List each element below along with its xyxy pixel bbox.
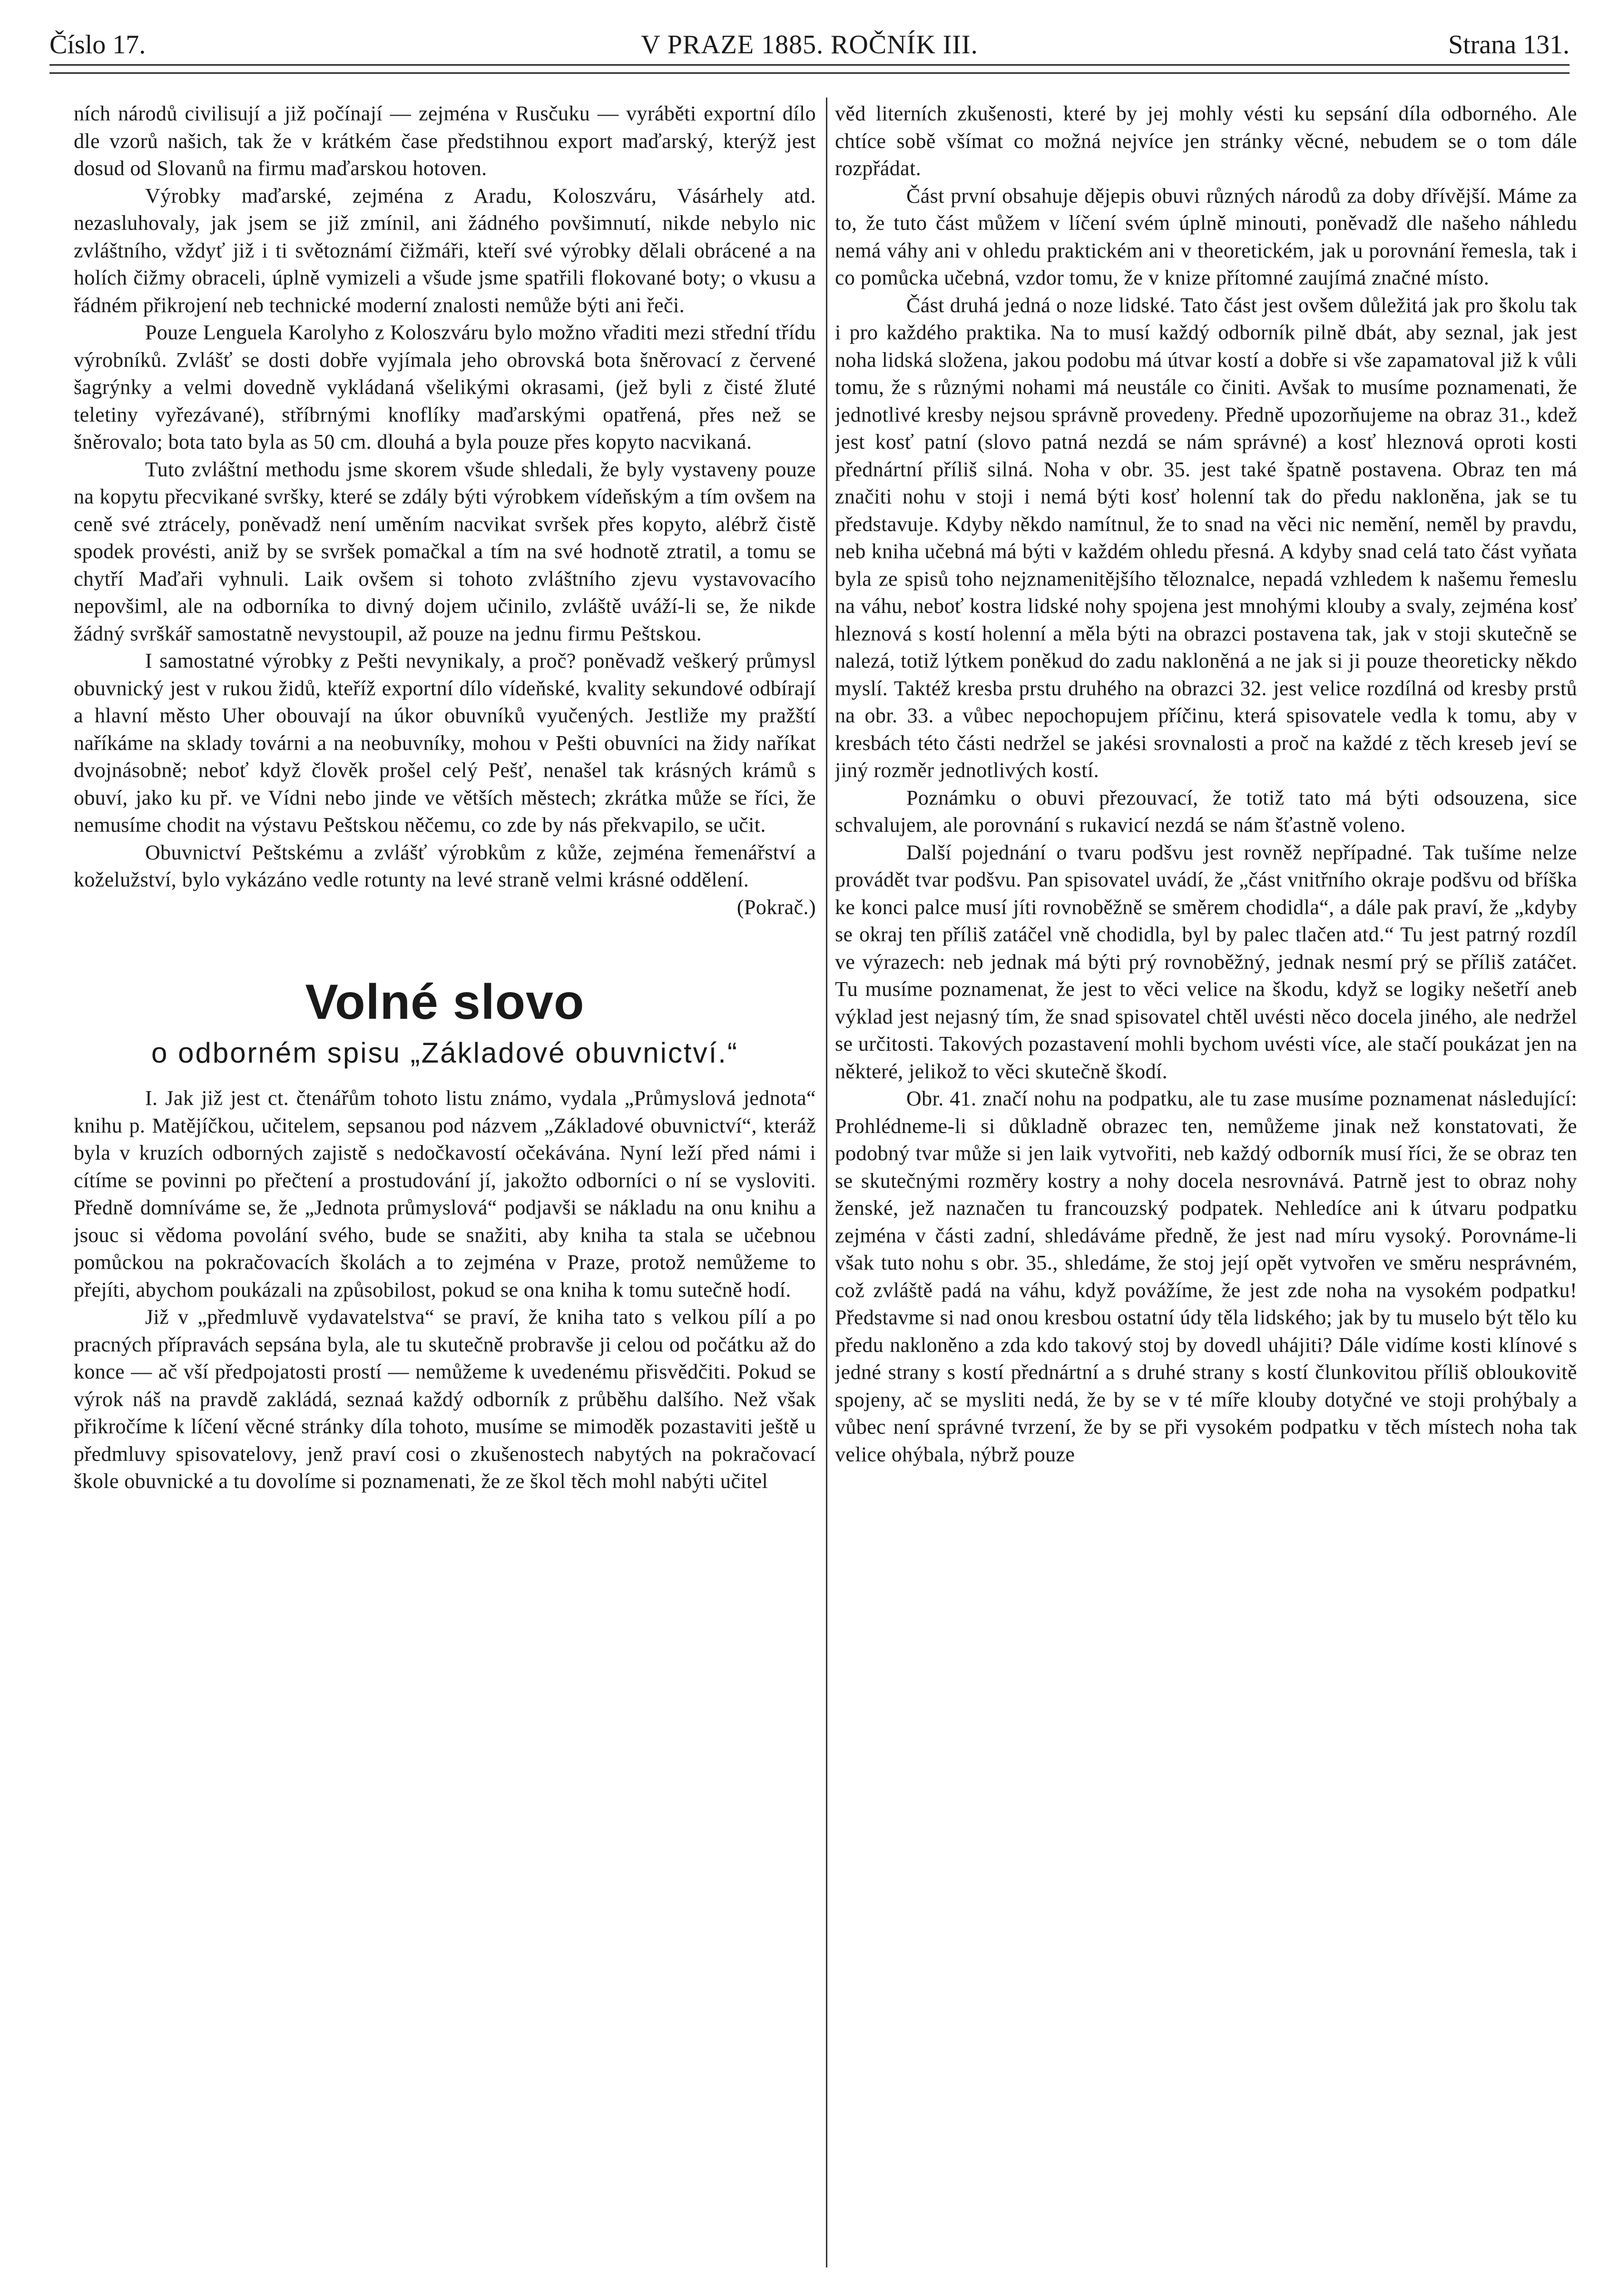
left-paragraph: ních národů civilisují a již počínají — zejména v Rusčuku — vyráběti exportní dílo dle vzorů našich, tak že v krátkém čase předstihnou export maďarský, kterýž jest dosud od Slovanů na firmu maďarskou hotoven. bbox=[74, 102, 816, 180]
continued-note: (Pokrač.) bbox=[736, 895, 816, 919]
right-paragraph: Část první obsahuje dějepis obuvi různých národů za doby dřívější. Máme za to, že tuto část můžem v líčení svém úplně minouti, poněvadž dle našeho náhledu nemá váhy ani v ohledu praktickém ani v theoretickém, jak u porovnání řemesla, tak i co pomůcka učebná, vzdor tomu, že v knize přítomné zaujímá značné místo. bbox=[835, 184, 1577, 289]
left-paragraph: Obuvnictví Peštskému a zvlášť výrobkům z kůže, zejména řemenářství a koželužství, bylo vykázáno vedle rotunty na levé straně velmi krásné oddělení. bbox=[74, 840, 816, 891]
right-column bbox=[835, 100, 1577, 2270]
right-paragraph: Další pojednání o tvaru podšvu jest rovněž nepřípadné. Tak tušíme nelze provádět tvar podšvu. Pan spisovatel uvádí, že „část vnitřního okraje podšvu od bříška ke konci palce musí jíti rovnoběžně se směrem chodidla“, a dále pak praví, že „kdyby se okraj ten příliš zatáčel vně chodidla, byl by palec tlačen atd.“ Tu jest patrný rozdíl ve výrazech: neb jednak má býti prý rovnoběžný, jednak nesmí prý se příliš zatáčet. Tu musíme poznamenat, že jest to věci velice na škodu, když se logiky nešetří aneb výklad jest nejasný tím, že snad spisovatel chtěl uvésti něco docela jiného, ale nedržel se určitosti. Takových pozastavení mohli bychom uvésti více, ale stačí poukázat jen na některé, jelikož to věci skutečně škodí. bbox=[835, 840, 1577, 1083]
article-subtitle: o odborném spisu „Základové obuvnictví.“ bbox=[151, 1037, 738, 1069]
issue-place-year: V PRAZE 1885. ROČNÍK III. bbox=[641, 30, 978, 59]
left-paragraph: Výrobky maďarské, zejména z Aradu, Koloszváru, Vásárhely atd. nezasluhovaly, jak jsem se již zmínil, ani žádného povšimnutí, nikde nebylo nic zvláštního, vždyť již i ti světoznámí čižmáři, kteří své výrobky dělali obrácené a na holích čižmy obraceli, úplně vymizeli a všude jsme spatřili flokované boty; o vkusu a řádném přikrojení neb technické moderní znalosti nemůže býti ani řeči. bbox=[74, 184, 816, 317]
article-paragraph: I. Jak již jest ct. čtenářům tohoto listu známo, vydala „Průmyslová jednota“ knihu p. Matějíčkou, učitelem, sepsanou pod názvem „Základové obuvnictví“, kteráž byla v kruzích odborných zajistě s nedočkavostí očekávána. Nyní leží před námi i cítíme se povinni po přečtení a prostudování jí, jakožto odborníci o ní se vysloviti. Předně domníváme se, že „Jednota průmyslová“ podjavši se nákladu na onu knihu a jsouc si vědoma povolání svého, bude se snažiti, aby kniha ta stala se učebnou pomůckou na pokračovacích školách a to zejména v Praze, protož nemůžeme to přejíti, abychom poukázali na způsobilost, pokud se ona kniha k tomu sutečně hodí. bbox=[74, 1086, 816, 1301]
left-paragraph: Tuto zvláštní methodu jsme skorem všude shledali, že byly vystaveny pouze na kopytu přecvikané svršky, které se zdály býti výrobkem vídeňským a tím ovšem na ceně své ztrácely, poněvadž není uměním nacvikat svršek přes kopyto, alébrž čistě spodek provésti, aniž by se svršek pomačkal a tím na své hodnotě ztratil, a tomu se chytří Maďaři vyhnuli. Laik ovšem si tohoto zvláštního zjevu vystavovacího nepovšiml, ale na odborníka to divný dojem učinilo, zvláště uváží-li se, že nikde žádný svrškář samostatně nevystoupil, až pouze na jednu firmu Peštskou. bbox=[74, 457, 816, 645]
left-paragraph: Pouze Lenguela Karolyho z Koloszváru bylo možno vřaditi mezi střední třídu výrobníků. Zvlášť se dosti dobře vyjímala jeho obrovská bota šněrovací z červené šagrýnky a velmi dovedně vykládaná všelikými okrasami, (jež byli z čisté žluté teletiny vyřezávané), stříbrnými knoflíky maďarskými opatřená, přes než se šněrovalo; bota tato byla as 50 cm. dlouhá a byla pouze přes kopyto nacvikaná. bbox=[74, 321, 816, 453]
right-paragraph: Část druhá jedná o noze lidské. Tato část jest ovšem důležitá jak pro školu tak i pro každého praktika. Na to musí každý odborník pilně dbát, aby seznal, jak jest noha lidská složena, jakou podobu má útvar kostí a dobře si vše zapamatoval již k vůli tomu, že s různými nohami má neustále co činiti. Avšak to musíme poznamenati, že jednotlivé kresby nejsou správně provedeny. Předně upozorňujeme na obraz 31., kdež jest kosť patní (slovo patná nezdá se nám správné) a kosť hleznová oproti kosti přednártní příliš silná. Noha v obr. 35. jest také špatně postavena. Obraz ten má značiti nohu v stoji i nemá býti kosť holenní tak do předu nakloněna, jak se tu představuje. Kdyby někdo namítnul, že to snad na věci nic nemění, neměl by pravdu, neb kniha učebná má býti v každém ohledu přesná. A kdyby snad celá tato část vyňata byla ze spisů toho nejznamenitějšího těloznalce, nepadá vzhledem k našemu řemeslu na váhu, neboť kostra lidské nohy spojena jest mnohými klouby a svaly, zejména kosť hleznová s kostí holenní a měla býti na obrazci postavena tak, jak v stoji skutečně se nalezá, totiž lýtkem poněkud do zadu nakloněná a ne jak si ji pouze theoreticky někdo myslí. Taktéž kresba prstu druhého na obrazci 32. jest velice rozdílná od kresby prstů na obr. 33. a vůbec nepochopujem příčinu, která spisovatele vedla k tomu, aby v kresbách této části nedržel se jakési srovnalosti a proč na každé z těch kreseb jeví se jiný rozměr jednotlivých kostí. bbox=[835, 293, 1577, 782]
header-double-rule bbox=[49, 64, 1570, 74]
right-paragraph: věd literních zkušenosti, které by jej mohly vésti ku sepsání díla odborného. Ale chtíce sobě všímat co možná nejvíce jen stránky věcné, nebudem se o tom dále rozpřádat. bbox=[835, 102, 1577, 180]
page-header bbox=[49, 26, 1570, 64]
column-divider bbox=[826, 98, 827, 2267]
left-column bbox=[74, 100, 816, 2270]
right-paragraph: Poznámku o obuvi přezouvací, že totiž tato má býti odsouzena, sice schvalujem, ale porovnání s rukavicí nezdá se nám šťastně voleno. bbox=[835, 786, 1577, 837]
page-number: Strana 131. bbox=[1448, 30, 1570, 59]
right-paragraph: Obr. 41. značí nohu na podpatku, ale tu zase musíme poznamenat následující: Prohlédneme-li si důkladně obrazec ten, nemůžeme jinak než konstatovati, že podobný tvar může si jen laik vytvořiti, neb každý odborník musí říci, že se obraz ten se skutečnými rozměry kostry a nohy docela nesrovnává. Patrně jest to obraz nohy ženské, jež naznačen tu francouzský podpatek. Nehledíce ani k útvaru podpatku zejména v části zadní, shledáváme předně, že jest nad míru vysoký. Porovnáme-li však tuto nohu s obr. 35., shledáme, že stoj její opět vytvořen ve směru nesprávném, což zvláště padá na váhu, když povážíme, že jest zde noha na vysokém podpatku! Představme si nad onou kresbou ostatní údy těla lidského; jak by tu muselo být tělo ku předu nakloněno a zda kdo takový stoj by dovedl uhájiti? Dále vidíme kosti klínové s jedné strany s kostí přednártní a s druhé strany s kostí člunkovitou příliš obloukovitě spojeny, ač se mysliti nedá, že by se v té míře klouby dotyčné ve stoji prohýbaly a vůbec není správné tvrzení, že by se při vysokém podpatku v těch místech noha tak velice ohýbala, nýbrž pouze bbox=[835, 1087, 1577, 1466]
left-paragraph: I samostatné výrobky z Pešti nevynikaly, a proč? poněvadž veškerý průmysl obuvnický jest v rukou židů, kteříž exportní dílo vídeňské, kvality sekundové odbírají a hlavní město Uher obouvají na úkor obuvníků vyučených. Jestliže my pražští naříkáme na sklady továrni a na neobuvníky, mohou v Pešti obuvníci na židy naříkat dvojnásobně; neboť když člověk prošel celý Pešť, nenašel tak krásných krámů s obuví, jako ku př. ve Vídni nebo jinde ve větších městech; zkrátka může se říci, že nemusíme chodit na výstavu Peštskou něčemu, co zde by nás překvapilo, se učit. bbox=[74, 649, 816, 837]
article-title: Volné slovo bbox=[305, 975, 585, 1030]
article-paragraph: Již v „předmluvě vydavatelstva“ se praví, že kniha tato s velkou pílí a po pracných přípravách sepsána byla, ale tu skutečně probravše ji celou od počátku až do konce — ač vší předpojatosti prostí — nemůžeme k uvedenému přisvědčiti. Pokud se výrok náš na pravdě zakládá, seznaá každý odborník z průběhu dalšího. Než však přikročíme k líčení věcné stránky díla tohoto, musíme se mimoděk pozastaviti ještě u předmluvy spisovatelovy, jenž praví cosi o zkušenostech nabytých na pokračovací škole obuvnické a tu dovolíme si poznamenati, že ze škol těch mohl nabýti učitel bbox=[74, 1305, 816, 1493]
issue-number: Číslo 17. bbox=[49, 30, 146, 59]
